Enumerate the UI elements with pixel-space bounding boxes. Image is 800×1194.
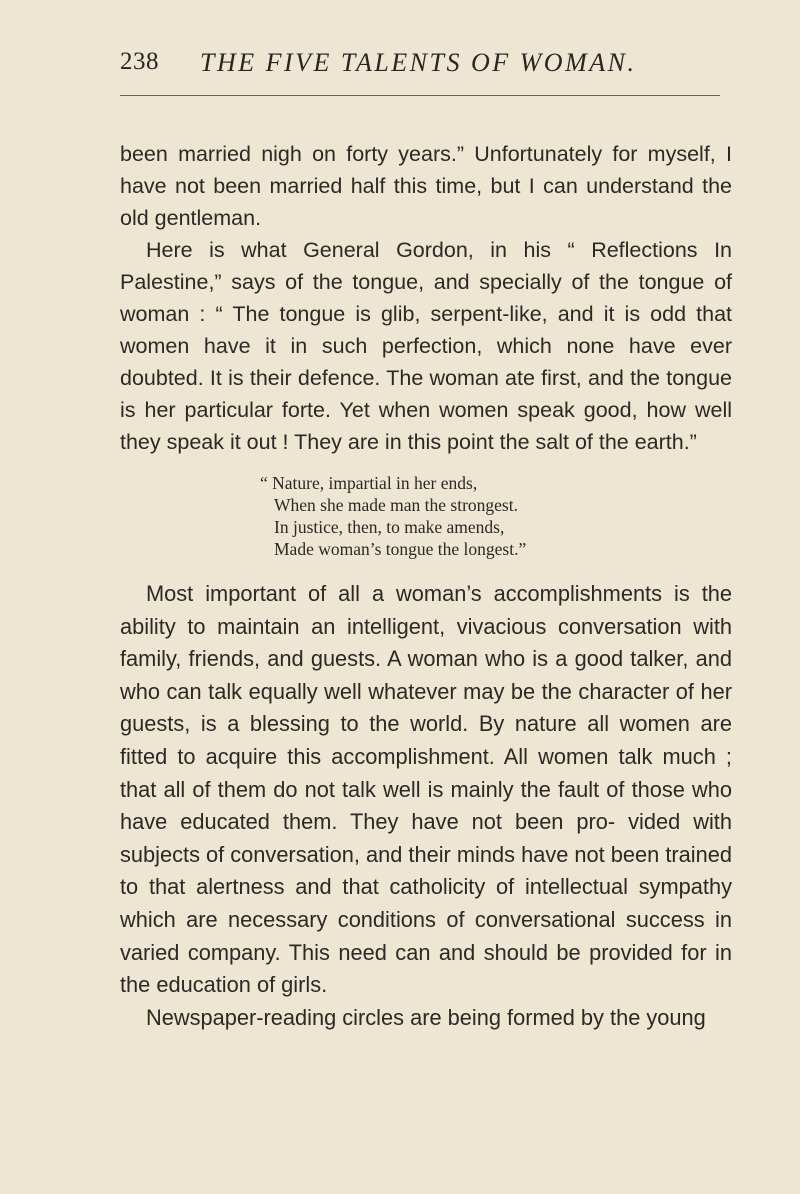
- verse-line-3: In justice, then, to make amends,: [274, 517, 505, 537]
- paragraph-3: Most important of all a woman’s accomplishments is the ability to maintain an intelligent, vivacious conversation with family, friends, and guests. A woman who is a good talker, and who can talk equally well whatever may be the character of her guests, is a blessing to the world. By nature all women are fitted to acquire this accomplishment. All women talk much ; that all of them do not talk well is mainly the fault of those who have educated them. They have not been pro- vided with subjects of conversation, and their minds have not been trained to that alertness and that catholicity of intellectual sympathy which are necessary conditions of conversational success in varied company. This need can and should be provided for in the education of girls.: [120, 581, 732, 998]
- running-title: THE FIVE TALENTS OF WOMAN.: [200, 48, 637, 77]
- page-header: [120, 48, 720, 88]
- paragraph-1: been married nigh on forty years.” Unfortunately for myself, I have not been married half this time, but I can understand the old gentleman.: [120, 142, 732, 230]
- paragraph-2: Here is what General Gordon, in his “ Reflections In Palestine,” says of the tongue, and specially of the tongue of woman : “ The tongue is glib, serpent-like, and it is odd that women have it in such perfection, which none have ever doubted. It is their defence. The woman ate first, and the tongue is her particular forte. Yet when women speak good, how well they speak it out ! They are in this point the salt of the earth.”: [120, 238, 732, 454]
- verse-line-2: When she made man the strongest.: [274, 495, 518, 515]
- verse-line-1: “ Nature, impartial in her ends,: [260, 473, 478, 493]
- paragraph-4: Newspaper-reading circles are being formed by the young: [146, 1004, 706, 1030]
- verse-line-4: Made woman’s tongue the longest.”: [274, 539, 527, 559]
- verse-quote: [120, 472, 732, 560]
- header-rule: [120, 95, 720, 96]
- page-number: 238: [120, 48, 159, 75]
- body-text: [120, 138, 732, 1034]
